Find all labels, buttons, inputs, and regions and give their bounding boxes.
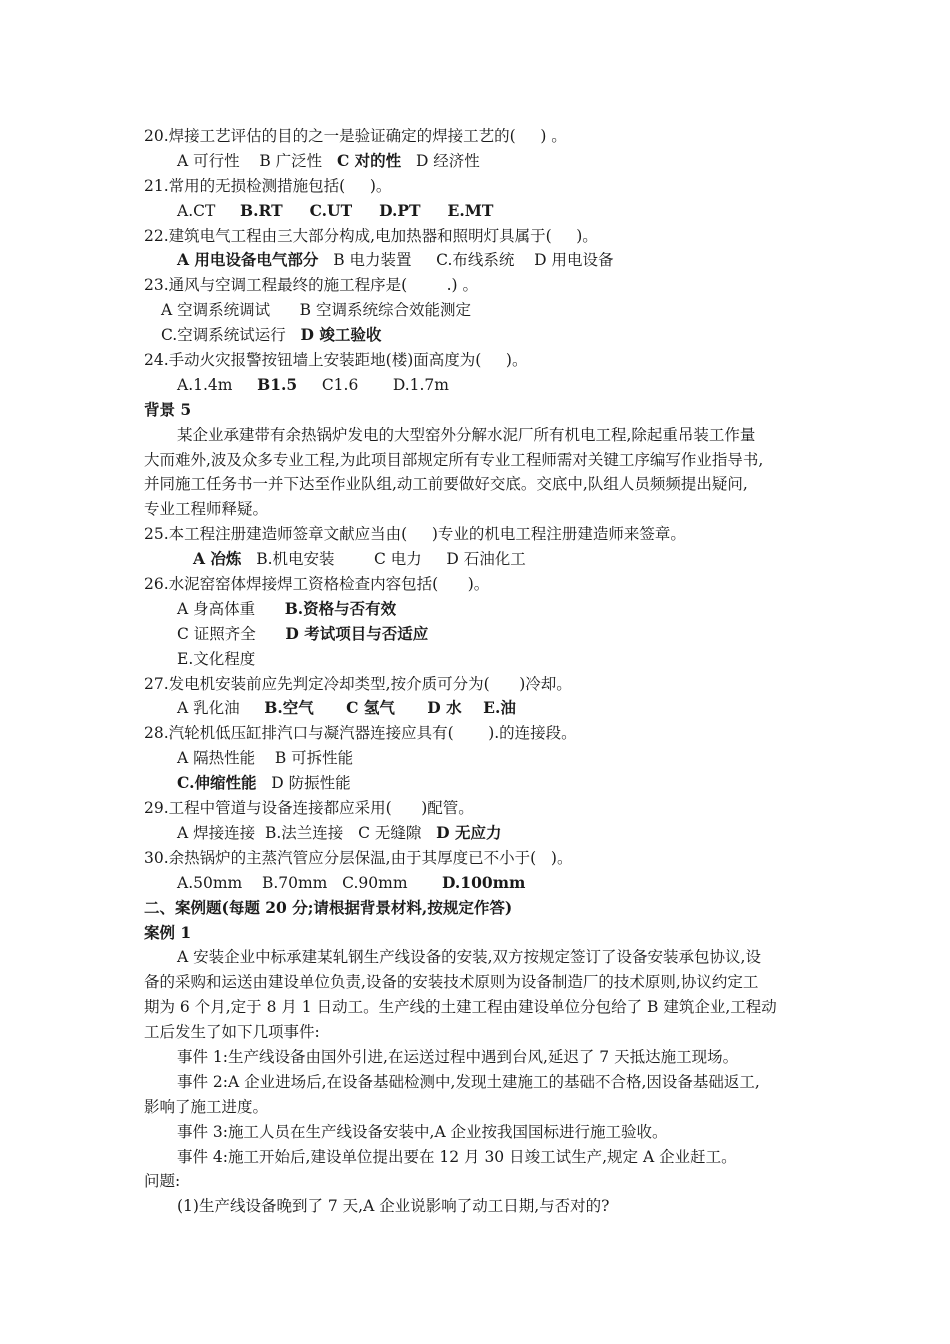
answer-text: C.伸缩性能 bbox=[177, 773, 257, 793]
document-page bbox=[144, 124, 816, 1219]
question-line bbox=[144, 572, 816, 597]
option-line bbox=[144, 647, 816, 672]
line-text: A 焊接连接 B.法兰连接 C 无缝隙 bbox=[177, 823, 437, 842]
paragraph-line bbox=[144, 1045, 816, 1070]
line-text: A 可行性 B 广泛性 bbox=[177, 151, 337, 170]
question-line bbox=[144, 124, 816, 149]
line-text: (1)生产线设备晚到了 7 天,A 企业说影响了动工日期,与否对的? bbox=[177, 1197, 610, 1216]
line-text: 20.焊接工艺评估的目的之一是验证确定的焊接工艺的( ) 。 bbox=[144, 127, 567, 145]
line-text: A.50mm B.70mm C.90mm bbox=[177, 873, 443, 892]
line-text: A 身高体重 bbox=[177, 599, 285, 618]
question-line bbox=[144, 796, 816, 821]
line-text: A.1.4m bbox=[177, 375, 258, 394]
line-text: 29.工程中管道与设备连接都应采用( )配管。 bbox=[144, 799, 474, 818]
line-text: 影响了施工进度。 bbox=[144, 1097, 269, 1116]
paragraph-line bbox=[144, 497, 816, 522]
line-text: C 证照齐全 bbox=[177, 624, 286, 643]
option-line bbox=[144, 746, 816, 771]
answer-text: 背景 5 bbox=[144, 399, 192, 419]
question-line bbox=[144, 672, 816, 697]
option-line bbox=[144, 871, 816, 896]
paragraph-line bbox=[144, 1070, 816, 1095]
line-text: 事件 1:生产线设备由国外引进,在运送过程中遇到台风,延迟了 7 天抵达施工现场。 bbox=[177, 1047, 739, 1066]
paragraph-line bbox=[144, 1020, 816, 1045]
line-text: D 经济性 bbox=[401, 151, 480, 170]
option-line bbox=[144, 771, 816, 796]
line-text: 23.通风与空调工程最终的施工程序是( .) 。 bbox=[144, 276, 479, 295]
option-line bbox=[144, 199, 816, 224]
line-text: A 安装企业中标承建某轧钢生产线设备的安装,双方按规定签订了设备安装承包协议,设 bbox=[177, 948, 761, 967]
answer-text: B.资格与否有效 bbox=[284, 598, 397, 618]
line-text: 大而难外,波及众多专业工程,为此项目部规定所有专业工程师需对关键工序编写作业指导书, bbox=[144, 450, 764, 469]
paragraph-line bbox=[144, 1194, 816, 1219]
line-text: 某企业承建带有余热锅炉发电的大型窑外分解水泥厂所有机电工程,除起重吊装工作量 bbox=[177, 425, 756, 444]
option-line bbox=[144, 547, 816, 572]
line-text: 28.汽轮机低压缸排汽口与凝汽器连接应具有( ).的连接段。 bbox=[144, 724, 577, 743]
line-text: B 电力装置 C.布线系统 D 用电设备 bbox=[318, 251, 614, 270]
line-text: 并同施工任务书一并下达至作业队组,动工前要做好交底。交底中,队组人员频频提出疑问, bbox=[144, 475, 748, 494]
answer-text: B.空气 C 氢气 D 水 E.油 bbox=[264, 698, 516, 718]
answer-text: D 竣工验收 bbox=[300, 325, 382, 345]
paragraph-line bbox=[144, 423, 816, 448]
option-line bbox=[144, 373, 816, 398]
line-text: 24.手动火灾报警按钮墙上安装距地(楼)面高度为( )。 bbox=[144, 351, 528, 370]
section-heading bbox=[144, 398, 816, 423]
option-line bbox=[144, 323, 816, 348]
question-line bbox=[144, 721, 816, 746]
question-line bbox=[144, 348, 816, 373]
line-text: B.机电安装 C 电力 D 石油化工 bbox=[241, 550, 526, 569]
paragraph-line bbox=[144, 448, 816, 473]
line-text: 问题: bbox=[144, 1172, 181, 1191]
line-text: 27.发电机安装前应先判定冷却类型,按介质可分为( )冷却。 bbox=[144, 674, 572, 693]
paragraph-line bbox=[144, 945, 816, 970]
paragraph-line bbox=[144, 1120, 816, 1145]
answer-text: B1.5 bbox=[257, 374, 298, 394]
line-text: A 隔热性能 B 可拆性能 bbox=[177, 749, 354, 768]
section-heading bbox=[144, 896, 816, 921]
line-text: 事件 2:A 企业进场后,在设备基础检测中,发现土建施工的基础不合格,因设备基础返工, bbox=[177, 1072, 760, 1091]
line-text: 26.水泥窑窑体焊接焊工资格检查内容包括( )。 bbox=[144, 575, 490, 594]
option-line bbox=[144, 821, 816, 846]
line-text: 期为 6 个月,定于 8 月 1 日动工。生产线的土建工程由建设单位分包给了 B 建筑企业,工程动 bbox=[144, 998, 777, 1017]
option-line bbox=[144, 248, 816, 273]
paragraph-line bbox=[144, 1095, 816, 1120]
answer-text: 二、案例题(每题 20 分;请根据背景材料,按规定作答) bbox=[144, 897, 513, 917]
question-line bbox=[144, 224, 816, 249]
paragraph-line bbox=[144, 970, 816, 995]
line-text: A 空调系统调试 B 空调系统综合效能测定 bbox=[161, 301, 472, 320]
option-line bbox=[144, 597, 816, 622]
paragraph-line bbox=[144, 472, 816, 497]
answer-text: B.RT C.UT D.PT E.MT bbox=[239, 200, 494, 220]
line-text: 30.余热锅炉的主蒸汽管应分层保温,由于其厚度已不小于( )。 bbox=[144, 848, 573, 867]
line-text: A.CT bbox=[177, 201, 240, 220]
line-text: C1.6 D.1.7m bbox=[297, 375, 449, 394]
answer-text: D.100mm bbox=[442, 872, 526, 892]
line-text: 22.建筑电气工程由三大部分构成,电加热器和照明灯具属于( )。 bbox=[144, 226, 598, 245]
line-text: 工后发生了如下几项事件: bbox=[144, 1023, 320, 1042]
question-line bbox=[144, 273, 816, 298]
answer-text: C 对的性 bbox=[336, 150, 402, 170]
answer-text: D 考试项目与否适应 bbox=[285, 623, 429, 643]
line-text: 21.常用的无损检测措施包括( )。 bbox=[144, 176, 392, 195]
line-text: 备的采购和运送由建设单位负责,设备的安装技术原则为设备制造厂的技术原则,协议约定工 bbox=[144, 973, 759, 992]
paragraph-line bbox=[144, 995, 816, 1020]
question-line bbox=[144, 174, 816, 199]
line-text: 25.本工程注册建造师签章文献应当由( )专业的机电工程注册建造师来签章。 bbox=[144, 525, 686, 544]
answer-text: A 用电设备电气部分 bbox=[177, 250, 319, 270]
option-line bbox=[144, 696, 816, 721]
line-text: 事件 3:施工人员在生产线设备安装中,A 企业按我国国标进行施工验收。 bbox=[177, 1122, 668, 1141]
option-line bbox=[144, 149, 816, 174]
question-line bbox=[144, 846, 816, 871]
line-text: E.文化程度 bbox=[177, 649, 256, 668]
question-line bbox=[144, 522, 816, 547]
line-text: C.空调系统试运行 bbox=[161, 326, 301, 345]
paragraph-line bbox=[144, 1169, 816, 1194]
option-line bbox=[144, 622, 816, 647]
paragraph-line bbox=[144, 1145, 816, 1170]
line-text: 事件 4:施工开始后,建设单位提出要在 12 月 30 日竣工试生产,规定 A 企业赶工。 bbox=[177, 1147, 737, 1166]
option-line bbox=[144, 298, 816, 323]
line-text: D 防振性能 bbox=[256, 774, 351, 793]
answer-text: A 冶炼 bbox=[193, 549, 242, 569]
answer-text: D 无应力 bbox=[436, 822, 502, 842]
line-text: A 乳化油 bbox=[177, 699, 265, 718]
line-text: 专业工程师释疑。 bbox=[144, 500, 269, 519]
section-heading bbox=[144, 921, 816, 946]
answer-text: 案例 1 bbox=[144, 922, 192, 942]
